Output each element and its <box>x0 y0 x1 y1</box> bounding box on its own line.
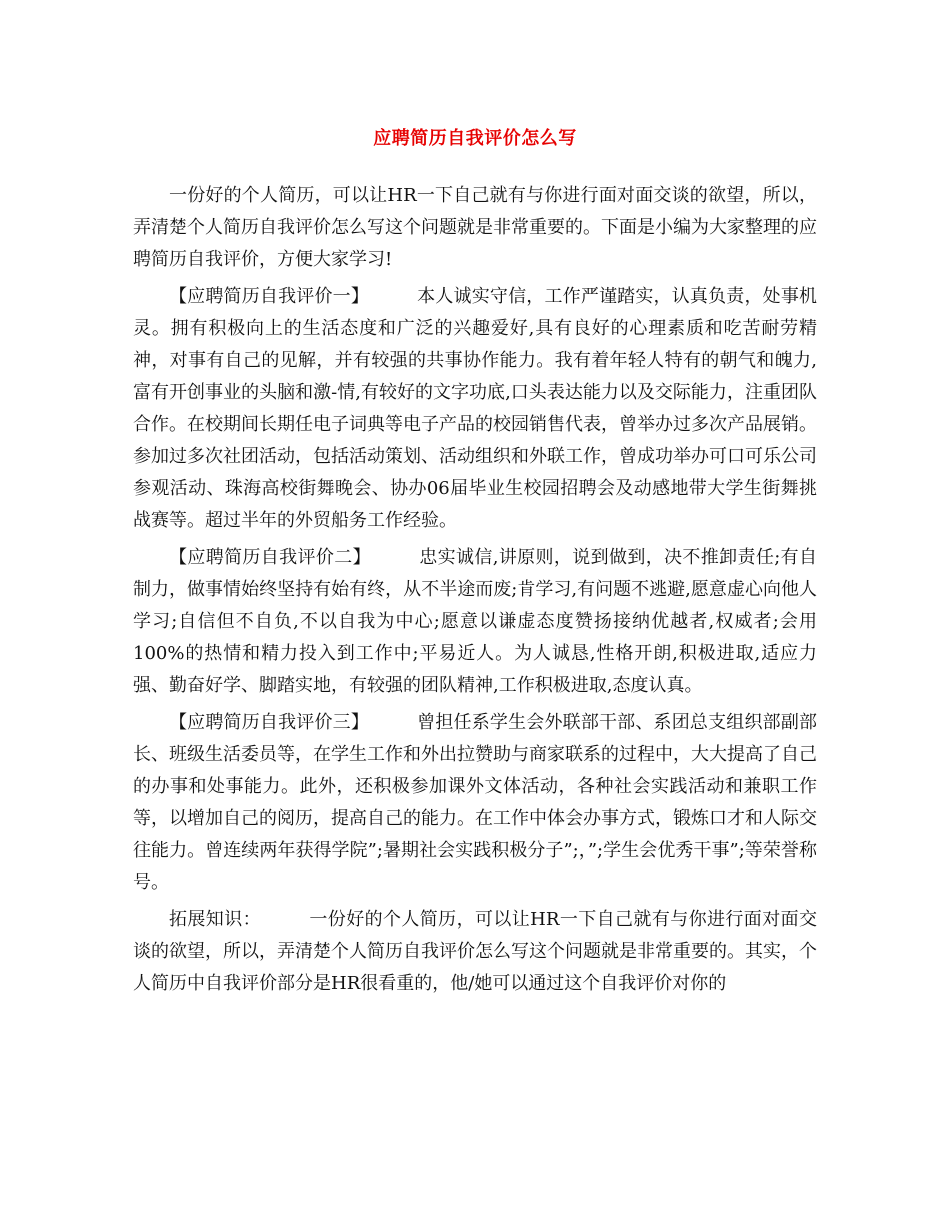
section-label: 【应聘简历自我评价一】 <box>169 286 369 307</box>
paragraph-text: 曾担任系学生会外联部干部、系团总支组织部副部长、班级生活委员等，在学生工作和外出拉赞助与商家联系的过程中，大大提高了自己的办事和处事能力。此外，还积极参加课外文体活动，各种社会实践活动和兼职工作等，以增加自己的阅历，提高自己的能力。在工作中体会办事方式，锻炼口才和人际交往能力。曾连续两年获得学院”;暑期社会实践积极分子”;，”;学生会优秀干事”;等荣誉称号。 <box>133 712 817 893</box>
evaluation-paragraph-1 <box>133 281 817 537</box>
paragraph-text: 忠实诚信,讲原则，说到做到，决不推卸责任;有自制力，做事情始终坚持有始有终，从不半途而废;肯学习,有问题不逃避,愿意虚心向他人学习;自信但不自负,不以自我为中心;愿意以谦虚态度赞扬接纳优越者,权威者;会用100%的热情和精力投入到工作中;平易近人。为人诚恳,性格开朗,积极进取,适应力强、勤奋好学、脚踏实地，有较强的团队精神,工作积极进取,态度认真。 <box>133 547 817 696</box>
intro-paragraph <box>133 180 817 276</box>
section-label: 【应聘简历自我评价二】 <box>169 547 371 568</box>
evaluation-paragraph-2 <box>133 542 817 702</box>
document-title: 应聘简历自我评价怎么写 <box>373 128 577 149</box>
evaluation-paragraph-3 <box>133 707 817 899</box>
paragraph-text: 本人诚实守信，工作严谨踏实，认真负责，处事机灵。拥有积极向上的生活态度和广泛的兴趣爱好,具有良好的心理素质和吃苦耐劳精神，对事有自己的见解，并有较强的共事协作能力。我有着年轻人特有的朝气和魄力,富有开创事业的头脑和激-情,有较好的文字功底,口头表达能力以及交际能力，注重团队合作。在校期间长期任电子词典等电子产品的校园销售代表，曾举办过多次产品展销。参加过多次社团活动，包括活动策划、活动组织和外联工作，曾成功举办可口可乐公司参观活动、珠海高校街舞晚会、协办06届毕业生校园招聘会及动感地带大学生街舞挑战赛等。超过半年的外贸船务工作经验。 <box>133 286 817 531</box>
extension-paragraph <box>133 904 817 1000</box>
paragraph-text: 一份好的个人简历，可以让HR一下自己就有与你进行面对面交谈的欲望，所以，弄清楚个人简历自我评价怎么写这个问题就是非常重要的。下面是小编为大家整理的应聘简历自我评价，方便大家学习! <box>133 185 817 270</box>
document-body <box>133 180 817 1005</box>
section-label: 拓展知识： <box>169 909 261 930</box>
paragraph-text: 一份好的个人简历，可以让HR一下自己就有与你进行面对面交谈的欲望，所以，弄清楚个人简历自我评价怎么写这个问题就是非常重要的。其实，个人简历中自我评价部分是HR很看重的，他/她可以通过这个自我评价对你的 <box>133 909 818 994</box>
section-label: 【应聘简历自我评价三】 <box>169 712 369 733</box>
